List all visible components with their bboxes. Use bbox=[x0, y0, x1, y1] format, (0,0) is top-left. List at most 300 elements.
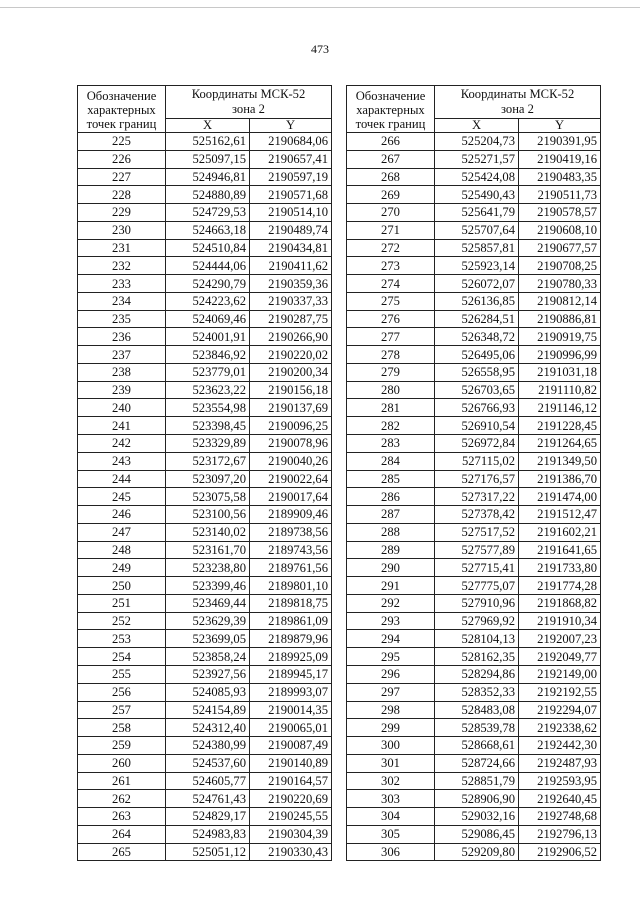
x-coordinate-cell: 523554,98 bbox=[166, 399, 250, 417]
x-coordinate-cell: 524001,91 bbox=[166, 328, 250, 346]
table-row bbox=[347, 275, 601, 293]
x-coordinate-cell: 523629,39 bbox=[166, 612, 250, 630]
point-number-cell: 239 bbox=[78, 381, 166, 399]
y-coordinate-cell: 2190040,26 bbox=[250, 452, 332, 470]
point-number-cell: 230 bbox=[78, 221, 166, 239]
y-coordinate-cell: 2191512,47 bbox=[519, 506, 601, 524]
y-coordinate-cell: 2190511,73 bbox=[519, 186, 601, 204]
y-coordinate-cell: 2190419,16 bbox=[519, 150, 601, 168]
table-row bbox=[347, 843, 601, 861]
x-coordinate-cell: 523623,22 bbox=[166, 381, 250, 399]
y-coordinate-cell: 2190014,35 bbox=[250, 701, 332, 719]
table-row bbox=[347, 204, 601, 222]
y-coordinate-cell: 2191602,21 bbox=[519, 523, 601, 541]
y-coordinate-cell: 2190780,33 bbox=[519, 275, 601, 293]
point-number-cell: 300 bbox=[347, 737, 435, 755]
table-row bbox=[347, 452, 601, 470]
y-coordinate-cell: 2190137,69 bbox=[250, 399, 332, 417]
y-coordinate-cell: 2189993,07 bbox=[250, 683, 332, 701]
table-row bbox=[347, 133, 601, 151]
point-number-cell: 229 bbox=[78, 204, 166, 222]
point-number-cell: 287 bbox=[347, 506, 435, 524]
coordinates-header-zone: зона 2 bbox=[232, 102, 265, 116]
x-coordinate-cell: 527378,42 bbox=[435, 506, 519, 524]
y-coordinate-cell: 2190017,64 bbox=[250, 488, 332, 506]
point-number-cell: 234 bbox=[78, 292, 166, 310]
point-number-cell: 292 bbox=[347, 594, 435, 612]
x-coordinate-cell: 525490,43 bbox=[435, 186, 519, 204]
coordinates-header-title: Координаты МСК-52 bbox=[460, 87, 575, 101]
x-coordinate-cell: 523329,89 bbox=[166, 435, 250, 453]
y-coordinate-cell: 2190065,01 bbox=[250, 719, 332, 737]
y-coordinate-cell: 2190156,18 bbox=[250, 381, 332, 399]
point-number-cell: 261 bbox=[78, 772, 166, 790]
y-coordinate-cell: 2190245,55 bbox=[250, 808, 332, 826]
y-coordinate-cell: 2192192,55 bbox=[519, 683, 601, 701]
table-row bbox=[78, 594, 332, 612]
coordinates-header-zone: зона 2 bbox=[501, 102, 534, 116]
point-number-cell: 264 bbox=[78, 825, 166, 843]
y-coordinate-cell: 2190489,74 bbox=[250, 221, 332, 239]
point-number-cell: 263 bbox=[78, 808, 166, 826]
point-number-cell: 293 bbox=[347, 612, 435, 630]
x-coordinate-cell: 524510,84 bbox=[166, 239, 250, 257]
point-number-cell: 295 bbox=[347, 648, 435, 666]
table-row bbox=[78, 772, 332, 790]
table-body-right bbox=[347, 133, 601, 861]
table-row bbox=[347, 435, 601, 453]
point-number-cell: 298 bbox=[347, 701, 435, 719]
x-coordinate-cell: 528724,66 bbox=[435, 754, 519, 772]
point-number-cell: 277 bbox=[347, 328, 435, 346]
x-column-header: X bbox=[435, 119, 519, 133]
y-coordinate-cell: 2192487,93 bbox=[519, 754, 601, 772]
y-coordinate-cell: 2192748,68 bbox=[519, 808, 601, 826]
x-coordinate-cell: 523097,20 bbox=[166, 470, 250, 488]
coordinates-header bbox=[435, 86, 601, 119]
table-row bbox=[78, 417, 332, 435]
point-number-cell: 271 bbox=[347, 221, 435, 239]
point-number-cell: 268 bbox=[347, 168, 435, 186]
table-row bbox=[347, 541, 601, 559]
point-number-cell: 275 bbox=[347, 292, 435, 310]
y-coordinate-cell: 2192049,77 bbox=[519, 648, 601, 666]
point-number-cell: 253 bbox=[78, 630, 166, 648]
point-number-cell: 302 bbox=[347, 772, 435, 790]
x-coordinate-cell: 523100,56 bbox=[166, 506, 250, 524]
table-row bbox=[347, 648, 601, 666]
point-header-line-1: Обозначение bbox=[86, 88, 157, 103]
point-number-cell: 225 bbox=[78, 133, 166, 151]
table-row bbox=[347, 168, 601, 186]
point-number-cell: 237 bbox=[78, 346, 166, 364]
table-row bbox=[347, 790, 601, 808]
y-coordinate-cell: 2189743,56 bbox=[250, 541, 332, 559]
x-coordinate-cell: 527517,52 bbox=[435, 523, 519, 541]
table-row bbox=[78, 719, 332, 737]
point-number-cell: 240 bbox=[78, 399, 166, 417]
y-coordinate-cell: 2190337,33 bbox=[250, 292, 332, 310]
x-coordinate-cell: 529086,45 bbox=[435, 825, 519, 843]
y-coordinate-cell: 2191386,70 bbox=[519, 470, 601, 488]
point-number-cell: 301 bbox=[347, 754, 435, 772]
table-row bbox=[347, 665, 601, 683]
y-coordinate-cell: 2192149,00 bbox=[519, 665, 601, 683]
y-coordinate-cell: 2191110,82 bbox=[519, 381, 601, 399]
x-coordinate-cell: 526348,72 bbox=[435, 328, 519, 346]
y-coordinate-cell: 2189861,09 bbox=[250, 612, 332, 630]
point-number-cell: 288 bbox=[347, 523, 435, 541]
x-coordinate-cell: 524380,99 bbox=[166, 737, 250, 755]
point-number-cell: 286 bbox=[347, 488, 435, 506]
table-row bbox=[347, 719, 601, 737]
y-coordinate-cell: 2191774,28 bbox=[519, 577, 601, 595]
point-number-cell: 267 bbox=[347, 150, 435, 168]
y-coordinate-cell: 2190287,75 bbox=[250, 310, 332, 328]
x-coordinate-cell: 524880,89 bbox=[166, 186, 250, 204]
point-number-cell: 254 bbox=[78, 648, 166, 666]
point-number-cell: 297 bbox=[347, 683, 435, 701]
table-row bbox=[78, 559, 332, 577]
point-number-cell: 273 bbox=[347, 257, 435, 275]
page-number: 473 bbox=[311, 42, 329, 56]
x-coordinate-cell: 526284,51 bbox=[435, 310, 519, 328]
table-row bbox=[78, 204, 332, 222]
x-coordinate-cell: 525424,08 bbox=[435, 168, 519, 186]
point-number-cell: 235 bbox=[78, 310, 166, 328]
x-coordinate-cell: 524069,46 bbox=[166, 310, 250, 328]
x-coordinate-cell: 523075,58 bbox=[166, 488, 250, 506]
table-row bbox=[347, 488, 601, 506]
table-row bbox=[78, 843, 332, 861]
x-coordinate-cell: 524085,93 bbox=[166, 683, 250, 701]
table-row bbox=[347, 772, 601, 790]
x-column-header: X bbox=[166, 119, 250, 133]
y-coordinate-cell: 2190330,43 bbox=[250, 843, 332, 861]
point-number-cell: 249 bbox=[78, 559, 166, 577]
x-coordinate-cell: 524983,83 bbox=[166, 825, 250, 843]
point-number-cell: 245 bbox=[78, 488, 166, 506]
point-number-cell: 296 bbox=[347, 665, 435, 683]
y-coordinate-cell: 2190096,25 bbox=[250, 417, 332, 435]
x-coordinate-cell: 528162,35 bbox=[435, 648, 519, 666]
x-coordinate-cell: 526136,85 bbox=[435, 292, 519, 310]
point-number-cell: 257 bbox=[78, 701, 166, 719]
x-coordinate-cell: 527969,92 bbox=[435, 612, 519, 630]
x-coordinate-cell: 525707,64 bbox=[435, 221, 519, 239]
table-row bbox=[78, 523, 332, 541]
x-coordinate-cell: 524444,06 bbox=[166, 257, 250, 275]
y-coordinate-cell: 2189818,75 bbox=[250, 594, 332, 612]
table-row bbox=[347, 417, 601, 435]
x-coordinate-cell: 528294,86 bbox=[435, 665, 519, 683]
point-number-cell: 282 bbox=[347, 417, 435, 435]
table-row bbox=[347, 630, 601, 648]
x-coordinate-cell: 524829,17 bbox=[166, 808, 250, 826]
point-number-cell: 227 bbox=[78, 168, 166, 186]
y-coordinate-cell: 2190919,75 bbox=[519, 328, 601, 346]
point-number-cell: 255 bbox=[78, 665, 166, 683]
point-number-cell: 284 bbox=[347, 452, 435, 470]
x-coordinate-cell: 523238,80 bbox=[166, 559, 250, 577]
y-coordinate-cell: 2190708,25 bbox=[519, 257, 601, 275]
point-header-line-2: характерных bbox=[356, 102, 425, 117]
y-coordinate-cell: 2191641,65 bbox=[519, 541, 601, 559]
table-body-left bbox=[78, 133, 332, 861]
x-coordinate-cell: 524223,62 bbox=[166, 292, 250, 310]
y-coordinate-cell: 2191910,34 bbox=[519, 612, 601, 630]
x-coordinate-cell: 523161,70 bbox=[166, 541, 250, 559]
point-number-cell: 266 bbox=[347, 133, 435, 151]
point-number-cell: 269 bbox=[347, 186, 435, 204]
point-number-cell: 270 bbox=[347, 204, 435, 222]
table-row bbox=[347, 399, 601, 417]
table-row bbox=[78, 630, 332, 648]
point-number-cell: 276 bbox=[347, 310, 435, 328]
x-coordinate-cell: 528483,08 bbox=[435, 701, 519, 719]
point-number-cell: 303 bbox=[347, 790, 435, 808]
y-coordinate-cell: 2190996,99 bbox=[519, 346, 601, 364]
y-coordinate-cell: 2190514,10 bbox=[250, 204, 332, 222]
point-number-cell: 238 bbox=[78, 363, 166, 381]
x-coordinate-cell: 528104,13 bbox=[435, 630, 519, 648]
y-coordinate-cell: 2191264,65 bbox=[519, 435, 601, 453]
table-row bbox=[347, 683, 601, 701]
y-coordinate-cell: 2190391,95 bbox=[519, 133, 601, 151]
y-coordinate-cell: 2190597,19 bbox=[250, 168, 332, 186]
point-number-cell: 281 bbox=[347, 399, 435, 417]
table-row bbox=[347, 737, 601, 755]
x-coordinate-cell: 526495,06 bbox=[435, 346, 519, 364]
point-number-cell: 305 bbox=[347, 825, 435, 843]
x-coordinate-cell: 523172,67 bbox=[166, 452, 250, 470]
y-coordinate-cell: 2190812,14 bbox=[519, 292, 601, 310]
y-column-header: Y bbox=[250, 119, 332, 133]
y-coordinate-cell: 2192007,23 bbox=[519, 630, 601, 648]
point-header-line-3: точек границ bbox=[86, 116, 157, 131]
y-coordinate-cell: 2190657,41 bbox=[250, 150, 332, 168]
point-number-cell: 280 bbox=[347, 381, 435, 399]
y-coordinate-cell: 2190677,57 bbox=[519, 239, 601, 257]
point-number-cell: 250 bbox=[78, 577, 166, 595]
x-coordinate-cell: 523140,02 bbox=[166, 523, 250, 541]
point-number-cell: 262 bbox=[78, 790, 166, 808]
table-row bbox=[347, 701, 601, 719]
point-header-line-3: точек границ bbox=[355, 116, 426, 131]
table-row bbox=[347, 186, 601, 204]
table-row bbox=[78, 186, 332, 204]
point-number-cell: 265 bbox=[78, 843, 166, 861]
x-coordinate-cell: 523927,56 bbox=[166, 665, 250, 683]
table-row bbox=[78, 825, 332, 843]
table-row bbox=[347, 328, 601, 346]
point-number-cell: 242 bbox=[78, 435, 166, 453]
table-row bbox=[347, 310, 601, 328]
table-row bbox=[347, 150, 601, 168]
point-number-cell: 260 bbox=[78, 754, 166, 772]
table-row bbox=[78, 754, 332, 772]
table-row bbox=[78, 683, 332, 701]
point-number-cell: 274 bbox=[347, 275, 435, 293]
x-coordinate-cell: 526910,54 bbox=[435, 417, 519, 435]
point-number-cell: 226 bbox=[78, 150, 166, 168]
x-coordinate-cell: 524312,40 bbox=[166, 719, 250, 737]
table-row bbox=[78, 541, 332, 559]
point-number-cell: 299 bbox=[347, 719, 435, 737]
x-coordinate-cell: 523858,24 bbox=[166, 648, 250, 666]
coordinates-header-title: Координаты МСК-52 bbox=[191, 87, 306, 101]
x-coordinate-cell: 527715,41 bbox=[435, 559, 519, 577]
point-number-cell: 285 bbox=[347, 470, 435, 488]
table-row bbox=[78, 346, 332, 364]
y-coordinate-cell: 2190411,62 bbox=[250, 257, 332, 275]
point-number-cell: 241 bbox=[78, 417, 166, 435]
x-coordinate-cell: 523469,44 bbox=[166, 594, 250, 612]
y-coordinate-cell: 2190087,49 bbox=[250, 737, 332, 755]
table-row bbox=[78, 328, 332, 346]
table-row bbox=[78, 221, 332, 239]
point-number-cell: 272 bbox=[347, 239, 435, 257]
table-row bbox=[347, 808, 601, 826]
point-number-cell: 233 bbox=[78, 275, 166, 293]
y-coordinate-cell: 2192906,52 bbox=[519, 843, 601, 861]
table-row bbox=[347, 612, 601, 630]
x-coordinate-cell: 523846,92 bbox=[166, 346, 250, 364]
x-coordinate-cell: 527176,57 bbox=[435, 470, 519, 488]
point-number-cell: 289 bbox=[347, 541, 435, 559]
point-number-cell: 244 bbox=[78, 470, 166, 488]
table-row bbox=[78, 701, 332, 719]
point-number-cell: 231 bbox=[78, 239, 166, 257]
y-coordinate-cell: 2190220,69 bbox=[250, 790, 332, 808]
x-coordinate-cell: 524605,77 bbox=[166, 772, 250, 790]
table-row bbox=[78, 648, 332, 666]
point-header bbox=[78, 86, 166, 133]
table-row bbox=[78, 363, 332, 381]
x-coordinate-cell: 527577,89 bbox=[435, 541, 519, 559]
y-coordinate-cell: 2192796,13 bbox=[519, 825, 601, 843]
table-row bbox=[78, 257, 332, 275]
x-coordinate-cell: 528539,78 bbox=[435, 719, 519, 737]
y-coordinate-cell: 2190164,57 bbox=[250, 772, 332, 790]
x-coordinate-cell: 524946,81 bbox=[166, 168, 250, 186]
x-coordinate-cell: 525857,81 bbox=[435, 239, 519, 257]
table-row bbox=[78, 665, 332, 683]
x-coordinate-cell: 524154,89 bbox=[166, 701, 250, 719]
y-coordinate-cell: 2190078,96 bbox=[250, 435, 332, 453]
y-coordinate-cell: 2189879,96 bbox=[250, 630, 332, 648]
x-coordinate-cell: 527317,22 bbox=[435, 488, 519, 506]
table-row bbox=[78, 470, 332, 488]
y-coordinate-cell: 2189909,46 bbox=[250, 506, 332, 524]
table-row bbox=[347, 523, 601, 541]
table-row bbox=[347, 257, 601, 275]
point-number-cell: 283 bbox=[347, 435, 435, 453]
x-coordinate-cell: 528851,79 bbox=[435, 772, 519, 790]
point-number-cell: 256 bbox=[78, 683, 166, 701]
y-coordinate-cell: 2191474,00 bbox=[519, 488, 601, 506]
table-row bbox=[347, 239, 601, 257]
point-number-cell: 290 bbox=[347, 559, 435, 577]
y-column-header: Y bbox=[519, 119, 601, 133]
point-number-cell: 243 bbox=[78, 452, 166, 470]
y-coordinate-cell: 2190571,68 bbox=[250, 186, 332, 204]
point-number-cell: 252 bbox=[78, 612, 166, 630]
x-coordinate-cell: 524729,53 bbox=[166, 204, 250, 222]
x-coordinate-cell: 523779,01 bbox=[166, 363, 250, 381]
table-row bbox=[347, 559, 601, 577]
y-coordinate-cell: 2191349,50 bbox=[519, 452, 601, 470]
point-number-cell: 259 bbox=[78, 737, 166, 755]
coordinates-header bbox=[166, 86, 332, 119]
point-number-cell: 228 bbox=[78, 186, 166, 204]
y-coordinate-cell: 2190200,34 bbox=[250, 363, 332, 381]
point-header bbox=[347, 86, 435, 133]
x-coordinate-cell: 523398,45 bbox=[166, 417, 250, 435]
table-row bbox=[78, 399, 332, 417]
y-coordinate-cell: 2190304,39 bbox=[250, 825, 332, 843]
x-coordinate-cell: 523699,05 bbox=[166, 630, 250, 648]
coordinates-table-left bbox=[77, 85, 332, 861]
x-coordinate-cell: 526766,93 bbox=[435, 399, 519, 417]
x-coordinate-cell: 527775,07 bbox=[435, 577, 519, 595]
y-coordinate-cell: 2190608,10 bbox=[519, 221, 601, 239]
x-coordinate-cell: 527115,02 bbox=[435, 452, 519, 470]
y-coordinate-cell: 2190483,35 bbox=[519, 168, 601, 186]
y-coordinate-cell: 2191228,45 bbox=[519, 417, 601, 435]
table-row bbox=[78, 435, 332, 453]
table-row bbox=[78, 133, 332, 151]
y-coordinate-cell: 2190220,02 bbox=[250, 346, 332, 364]
table-row bbox=[78, 737, 332, 755]
y-coordinate-cell: 2189761,56 bbox=[250, 559, 332, 577]
y-coordinate-cell: 2189738,56 bbox=[250, 523, 332, 541]
x-coordinate-cell: 525641,79 bbox=[435, 204, 519, 222]
x-coordinate-cell: 525097,15 bbox=[166, 150, 250, 168]
x-coordinate-cell: 525162,61 bbox=[166, 133, 250, 151]
table-row bbox=[78, 275, 332, 293]
point-number-cell: 291 bbox=[347, 577, 435, 595]
point-number-cell: 294 bbox=[347, 630, 435, 648]
point-number-cell: 247 bbox=[78, 523, 166, 541]
y-coordinate-cell: 2191868,82 bbox=[519, 594, 601, 612]
table-row bbox=[78, 452, 332, 470]
coordinates-table-right bbox=[346, 85, 601, 861]
table-row bbox=[78, 310, 332, 328]
x-coordinate-cell: 524761,43 bbox=[166, 790, 250, 808]
point-number-cell: 278 bbox=[347, 346, 435, 364]
x-coordinate-cell: 528668,61 bbox=[435, 737, 519, 755]
x-coordinate-cell: 524290,79 bbox=[166, 275, 250, 293]
y-coordinate-cell: 2190266,90 bbox=[250, 328, 332, 346]
y-coordinate-cell: 2190578,57 bbox=[519, 204, 601, 222]
point-number-cell: 246 bbox=[78, 506, 166, 524]
point-number-cell: 236 bbox=[78, 328, 166, 346]
table-row bbox=[78, 239, 332, 257]
point-number-cell: 232 bbox=[78, 257, 166, 275]
table-row bbox=[78, 577, 332, 595]
x-coordinate-cell: 526972,84 bbox=[435, 435, 519, 453]
y-coordinate-cell: 2191733,80 bbox=[519, 559, 601, 577]
y-coordinate-cell: 2190140,89 bbox=[250, 754, 332, 772]
point-number-cell: 306 bbox=[347, 843, 435, 861]
x-coordinate-cell: 524537,60 bbox=[166, 754, 250, 772]
x-coordinate-cell: 526072,07 bbox=[435, 275, 519, 293]
x-coordinate-cell: 525051,12 bbox=[166, 843, 250, 861]
table-row bbox=[347, 506, 601, 524]
y-coordinate-cell: 2190434,81 bbox=[250, 239, 332, 257]
table-row bbox=[78, 292, 332, 310]
